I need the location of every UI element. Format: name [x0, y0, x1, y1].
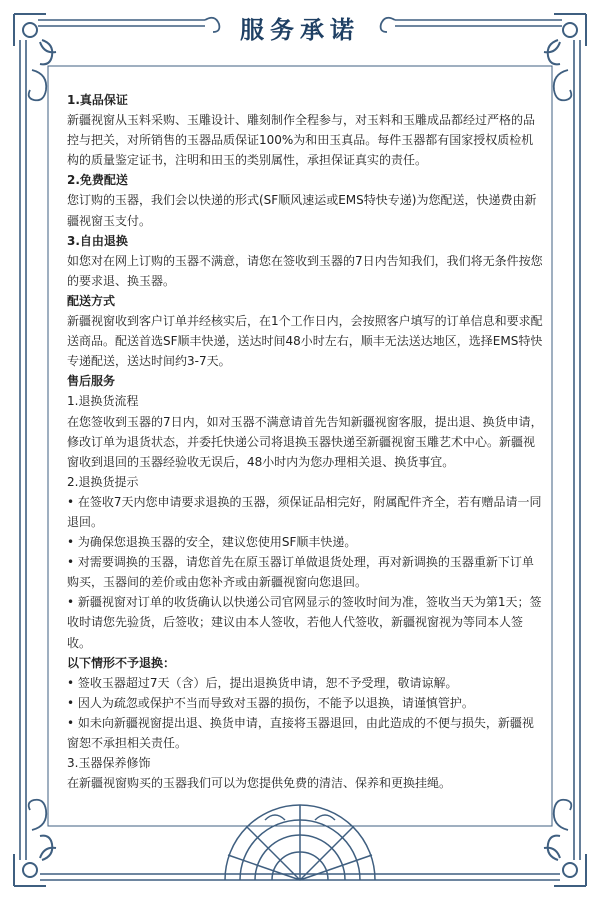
no-return-title: 以下情形不予退换：	[67, 655, 176, 670]
no-return-item: • 因人为疏忽或保护不当而导致对玉器的损伤，不能予以退换，请谨慎管护。	[67, 695, 474, 710]
tips-title: 2.退换货提示	[67, 474, 139, 489]
section-heading: 3.自由退换	[67, 233, 128, 248]
section-heading: 配送方式	[67, 293, 116, 308]
section-body: 如您对在网上订购的玉器不满意，请您在签收到玉器的7日内告知我们，我们将无条件按您的要求退、换玉器。	[67, 253, 543, 288]
after-sales-heading: 售后服务	[67, 374, 116, 389]
page-title: 服务承诺	[240, 15, 360, 44]
no-return-item: • 签收玉器超过7天（含）后，提出退换货申请，恕不予受理，敬请谅解。	[67, 675, 458, 690]
section-heading: 2.免费配送	[67, 173, 128, 188]
no-return-item: • 如未向新疆视窗提出退、换货申请，直接将玉器退回，由此造成的不便与损失，新疆视窗恕不承担相关责任。	[67, 715, 534, 750]
care-body: 在新疆视窗购买的玉器我们可以为您提供免费的清洁、保养和更换挂绳。	[67, 776, 452, 791]
tip-item: • 新疆视窗对订单的收货确认以快递公司官网显示的签收时间为准，签收当天为第1天；签收时请您先验货，后签收；建议由本人签收，若他人代签收，新疆视窗视为等同本人签收。	[67, 595, 542, 650]
tip-item: • 为确保您退换玉器的安全，建议您使用SF顺丰快递。	[67, 535, 357, 550]
process-body: 在您签收到玉器的7日内，如对玉器不满意请首先告知新疆视窗客服，提出退、换货申请，修改订单为退货状态，并委托快递公司将退换玉器快递至新疆视窗玉雕艺术中心。新疆视窗收到退回的玉器经验收无误后，48小时内为您办理相关退、换货事宜。	[67, 414, 543, 469]
section-body: 新疆视窗从玉料采购、玉雕设计、雕刻制作全程参与，对玉料和玉雕成品都经过严格的品控与把关，对所销售的玉器品质保证100%为和田玉真品。每件玉器都有国家授权质检机构的质量鉴定证书，注明和田玉的类别属性，承担保证真实的责任。	[67, 113, 536, 168]
section-body: 您订购的玉器，我们会以快递的形式(SF顺风速运或EMS特快专递)为您配送，快递费由新疆视窗玉支付。	[67, 193, 537, 228]
tip-item: • 在签收7天内您申请要求退换的玉器，须保证品相完好，附属配件齐全，若有赠品请一同退回。	[67, 494, 542, 529]
content-body	[67, 90, 545, 793]
tip-item: • 对需要调换的玉器，请您首先在原玉器订单做退货处理，再对新调换的玉器重新下订单购买，玉器间的差价或由您补齐或由新疆视窗向您退回。	[67, 555, 534, 590]
section-heading: 1.真品保证	[67, 93, 128, 107]
section-body: 新疆视窗收到客户订单并经核实后，在1个工作日内，会按照客户填写的订单信息和要求配送商品。配送首选SF顺丰快递，送达时间48小时左右，顺丰无法送达地区，选择EMS特快专递配送，送达时间约3-7天。	[67, 314, 543, 369]
process-title: 1.退换货流程	[67, 394, 139, 409]
care-title: 3.玉器保养修饰	[67, 756, 151, 771]
